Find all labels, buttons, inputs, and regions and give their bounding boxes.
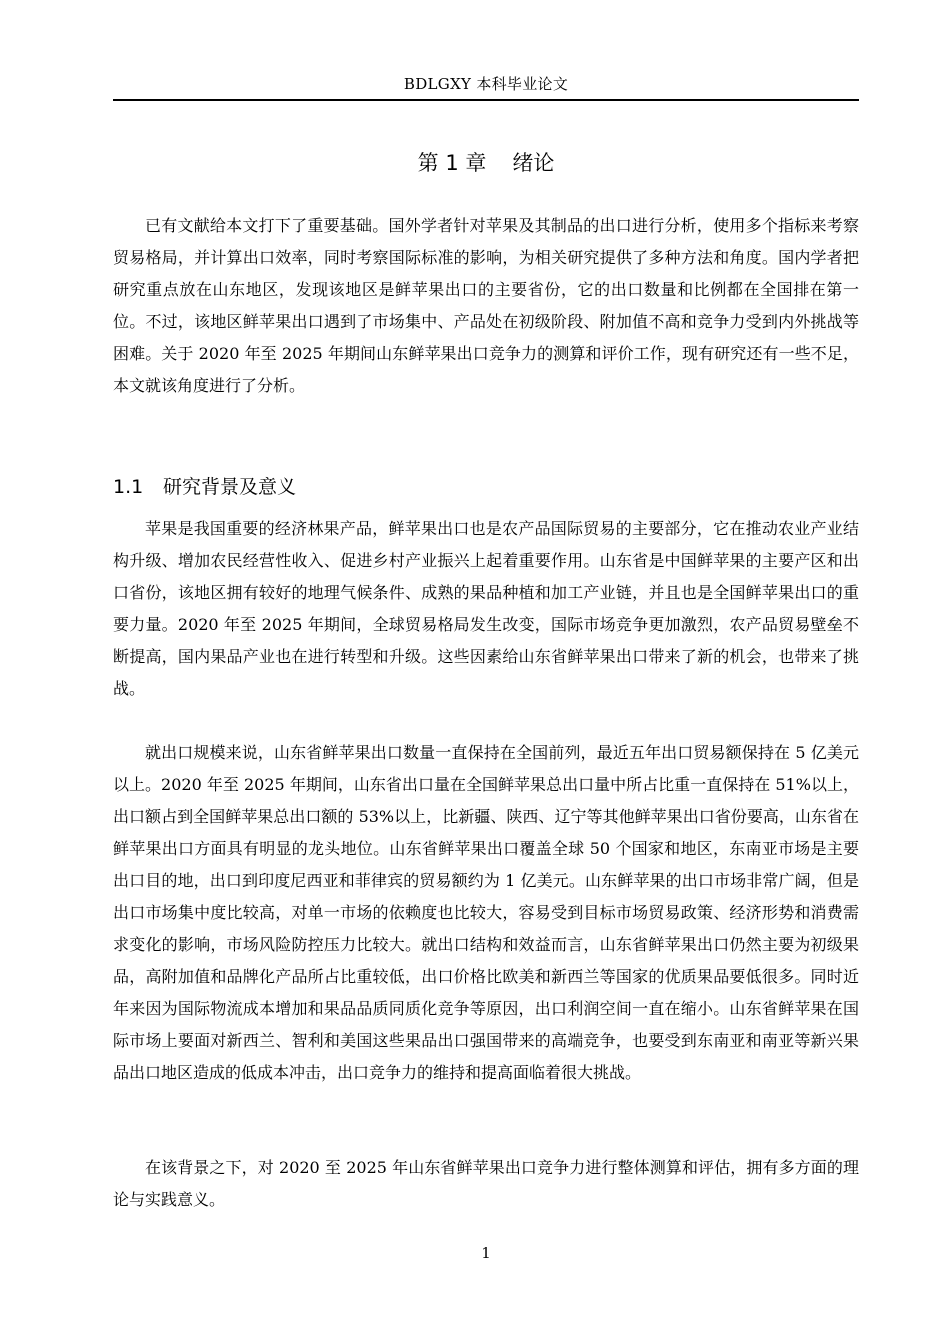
- chapter-number: 第 1 章: [417, 151, 487, 175]
- body-paragraph-1: 苹果是我国重要的经济林果产品，鲜苹果出口也是农产品国际贸易的主要部分，它在推动农业产业结构升级、增加农民经营性收入、促进乡村产业振兴上起着重要作用。山东省是中国鲜苹果的主要产区和出口省份，该地区拥有较好的地理气候条件、成熟的果品种植和加工产业链，并且也是全国鲜苹果出口的重要力量。2020 年至 2025 年期间，全球贸易格局发生改变，国际市场竞争更加激烈，农产品贸易壁垒不断提高，国内果品产业也在进行转型和升级。这些因素给山东省鲜苹果出口带来了新的机会，也带来了挑战。: [113, 519, 859, 698]
- body-paragraph-2: 就出口规模来说，山东省鲜苹果出口数量一直保持在全国前列，最近五年出口贸易额保持在 5 亿美元以上。2020 年至 2025 年期间，山东省出口量在全国鲜苹果总出口量中所占比重一直保持在 51%以上，出口额占到全国鲜苹果总出口额的 53%以上，比新疆、陕西、辽宁等其他鲜苹果出口省份要高，山东省在鲜苹果出口方面具有明显的龙头地位。山东省鲜苹果出口覆盖全球 50 个国家和地区，东南亚市场是主要出口目的地，出口到印度尼西亚和菲律宾的贸易额约为 1 亿美元。山东鲜苹果的出口市场非常广阔，但是出口市场集中度比较高，对单一市场的依赖度也比较大，容易受到目标市场贸易政策、经济形势和消费需求变化的影响，市场风险防控压力比较大。就出口结构和效益而言，山东省鲜苹果出口仍然主要为初级果品，高附加值和品牌化产品所占比重较低，出口价格比欧美和新西兰等国家的优质果品要低很多。同时近年来因为国际物流成本增加和果品品质同质化竞争等原因，出口利润空间一直在缩小。山东省鲜苹果在国际市场上要面对新西兰、智利和美国这些果品出口强国带来的高端竞争，也要受到东南亚和南亚等新兴果品出口地区造成的低成本冲击，出口竞争力的维持和提高面临着很大挑战。: [113, 743, 859, 1082]
- header-rule: [113, 99, 859, 101]
- chapter-name: 绪论: [512, 151, 555, 175]
- section-number: 1.1: [113, 476, 144, 498]
- intro-paragraph: 已有文献给本文打下了重要基础。国外学者针对苹果及其制品的出口进行分析，使用多个指标来考察贸易格局，并计算出口效率，同时考察国际标准的影响，为相关研究提供了多种方法和角度。国内学者把研究重点放在山东地区，发现该地区是鲜苹果出口的主要省份，它的出口数量和比例都在全国排在第一位。不过，该地区鲜苹果出口遇到了市场集中、产品处在初级阶段、附加值不高和竞争力受到内外挑战等困难。关于 2020 年至 2025 年期间山东鲜苹果出口竞争力的测算和评价工作，现有研究还有一些不足，本文就该角度进行了分析。: [113, 216, 859, 395]
- section-title: 研究背景及意义: [163, 476, 297, 498]
- chapter-title: [113, 146, 859, 180]
- page-number: 1: [481, 1244, 491, 1262]
- body-paragraph-3: 在该背景之下，对 2020 至 2025 年山东省鲜苹果出口竞争力进行整体测算和评估，拥有多方面的理论与实践意义。: [113, 1158, 859, 1209]
- running-header: BDLGXY 本科毕业论文: [403, 75, 569, 93]
- section-heading: [113, 471, 859, 503]
